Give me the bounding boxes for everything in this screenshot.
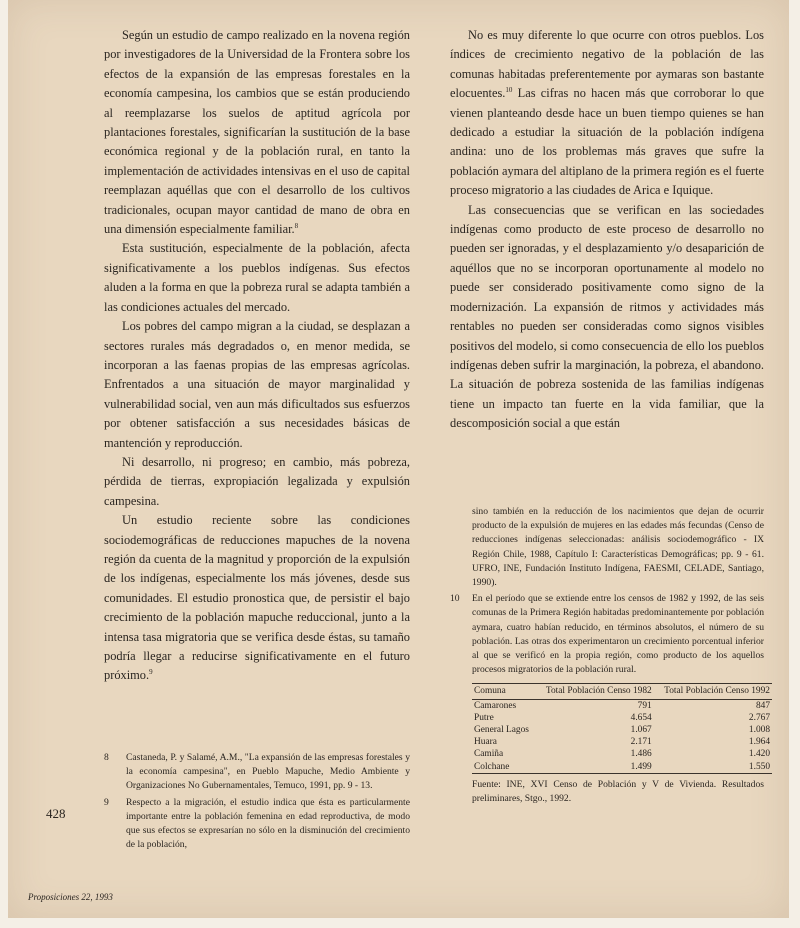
table-cell: Camiña bbox=[474, 749, 504, 760]
journal-footer: Proposiciones 22, 1993 bbox=[28, 892, 113, 902]
footnote bbox=[104, 751, 410, 794]
population-table bbox=[472, 683, 772, 773]
paragraph: Ni desarrollo, ni progreso; en cambio, más pobreza, pérdida de tierras, expropiación legalizada y expulsión campesina. bbox=[104, 454, 410, 508]
table-cell: 1.067 bbox=[630, 725, 652, 736]
table-cell: Colchane bbox=[474, 761, 510, 772]
footnote-ref: 9 bbox=[149, 668, 153, 677]
left-column bbox=[104, 26, 410, 686]
right-column bbox=[450, 26, 764, 434]
table-cell: 1.964 bbox=[748, 737, 770, 748]
footnote bbox=[104, 796, 410, 853]
table-source: Fuente: INE, XVI Censo de Población y V de Vivienda. Resultados preliminares, Stgo., 1992. bbox=[472, 778, 764, 805]
document-page bbox=[8, 0, 789, 918]
right-footnotes bbox=[450, 505, 770, 806]
paragraph: Los pobres del campo migran a la ciudad, se desplazan a sectores rurales más degradados o, en menor medida, se incorporan a las faenas propias de las empresas agrícolas. Enfrentados a una situación de mayor marginalidad y vulnerabilidad social, ven aun más dificultados sus esfuerzos por obtener satisfacción a sus necesidades básicas de mantención y reproducción. bbox=[104, 319, 410, 450]
footnote-text: En el período que se extiende entre los censos de 1982 y 1992, de las seis comunas de la Primera Región habitadas predominantemente por población aymara, cuatro habían reducido, en términos absolutos, el número de su población. Las otras dos experimentaron un crecimiento porcentual inferior al que se verificó en la propia región, como producto de los aquellos procesos migratorios de la población rural. bbox=[472, 593, 764, 676]
paragraph: No es muy diferente lo que ocurre con otros pueblos. Los índices de crecimiento negativo de la población de las comunas habitadas preferentemente por aymaras son bastante elocuentes.$^{10}$ Las cifras no hacen más que corroborar lo que vienen planteando desde hace un buen tiempo quienes se han dedicado a estudiar la situación de la población indígena andina: uno de los problemas más graves que sufre la población aymara del altiplano de la primera región es el fuerte proceso migratorio a las ciudades de Arica e Iquique. bbox=[450, 28, 764, 198]
table-cell: 4.654 bbox=[630, 712, 652, 723]
table-cell: General Lagos bbox=[474, 725, 529, 736]
table-cell: 2.767 bbox=[748, 712, 770, 723]
paragraph: Esta sustitución, especialmente de la población, afecta significativamente a los pueblos indígenas. Sus efectos aluden a la forma en que la pobreza rural se adapta también a las condiciones actuales del mercado. bbox=[104, 241, 410, 314]
footnote-number: 9 bbox=[104, 796, 109, 808]
footnote-text: Respecto a la migración, el estudio indica que ésta es particularmente importante entre la población femenina en edad reproductiva, de modo que sus efectos se expresarían no sólo en la disminución del crecimiento de la población, bbox=[126, 796, 410, 851]
paragraph: Las consecuencias que se verifican en las sociedades indígenas como producto de este proceso de desarrollo no pueden ser ignoradas, y el desplazamiento y/o desaparición de aquéllos que no se incorporan oportunamente al modelo no puede ser considerado positivamente como signo de la modernización. La expansión de ritmos y actividades más rentables no pueden ser consideradas como signos visibles positivos del modelo, si como consecuencia de ello los pueblos indígenas deben sufrir la marginación, la pobreza, el abandono. La situación de pobreza sostenida de las familias indígenas tiene un impacto tan fuerte en la vida familiar, que la descomposición social a que están bbox=[450, 202, 764, 431]
column-header: Comuna bbox=[474, 686, 506, 697]
column-header: Total Población Censo 1982 bbox=[545, 686, 652, 697]
paragraph: Según un estudio de campo realizado en la novena región por investigadores de la Universidad de la Frontera sobre los efectos de la expansión de las empresas forestales en la economía campesina, los cambios que se están produciendo al reemplazarse los suelos de aptitud agrícola por plantaciones forestales, significarían la sustitución de la base económica regional y de la población rural, en tanto la implementación de actividades intensivas en el uso de capital reemplazan aquéllas que con el desarrollo de los cultivos tradicionales, ocupan mayor cantidad de mano de obra en una dimensión especialmente familiar.$^8$ bbox=[104, 28, 410, 237]
table-row bbox=[472, 736, 772, 748]
table-row bbox=[472, 712, 772, 724]
table-cell: 1.550 bbox=[748, 761, 770, 772]
table-cell: 1.420 bbox=[748, 749, 770, 760]
table-cell: 1.499 bbox=[630, 761, 652, 772]
left-footnotes bbox=[104, 751, 410, 854]
table-cell: 847 bbox=[755, 700, 770, 711]
table-cell: Huara bbox=[474, 737, 497, 748]
footnote-ref: 8 bbox=[294, 221, 299, 230]
footnote bbox=[450, 592, 764, 677]
table-cell: Camarones bbox=[474, 700, 517, 711]
table-row bbox=[472, 724, 772, 736]
footnote-number: 10 bbox=[450, 593, 460, 605]
table-header-row bbox=[472, 684, 772, 699]
table-cell: 791 bbox=[637, 700, 652, 711]
footnote-number: 8 bbox=[104, 752, 109, 763]
table-row bbox=[472, 761, 772, 774]
table-cell: 1.008 bbox=[748, 725, 770, 736]
table-row bbox=[472, 699, 772, 712]
table-cell: 2.171 bbox=[630, 737, 652, 748]
footnote-ref: 10 bbox=[505, 86, 513, 95]
paragraph: Un estudio reciente sobre las condiciones sociodemográficas de reducciones mapuches de la novena región da cuenta de la magnitud y proporción de la expulsión de los indígenas, especialmente los más jóvenes, desde sus comunidades. El estudio pronostica que, de persistir el bajo crecimiento de la población mapuche reduccional, junto a la intensa tasa migratoria que se verifica desde éstas, su tamaño podría llegar a reducirse significativamente en el futuro próximo.$^9$ bbox=[104, 513, 410, 683]
table-cell: 1.486 bbox=[630, 749, 652, 760]
table-row bbox=[472, 748, 772, 760]
footnote-text: Castaneda, P. y Salamé, A.M., "La expansión de las empresas forestales y la economía campesina", en Pueblo Mapuche, Medio Ambiente y Organizaciones No Gubernamentales, Temuco, 1991, pp. 9 - 13. bbox=[126, 752, 410, 792]
page-number: 428 bbox=[46, 806, 66, 821]
column-header: Total Población Censo 1992 bbox=[664, 686, 770, 697]
table-cell: Putre bbox=[474, 712, 494, 723]
footnote-continuation: sino también en la reducción de los nacimientos que dejan de ocurrir producto de la expulsión de mujeres en las edades más fecundas (Censo de reducciones indígenas seleccionadas: análisis sociodemográfico - IX Región Chile, 1988, Capítulo I: Características Demográficas; pp. 9 - 61. UFRO, INE, Fundación Instituto Indígena, FAESMI, CELADE, Santiago, 1990). bbox=[472, 506, 764, 589]
